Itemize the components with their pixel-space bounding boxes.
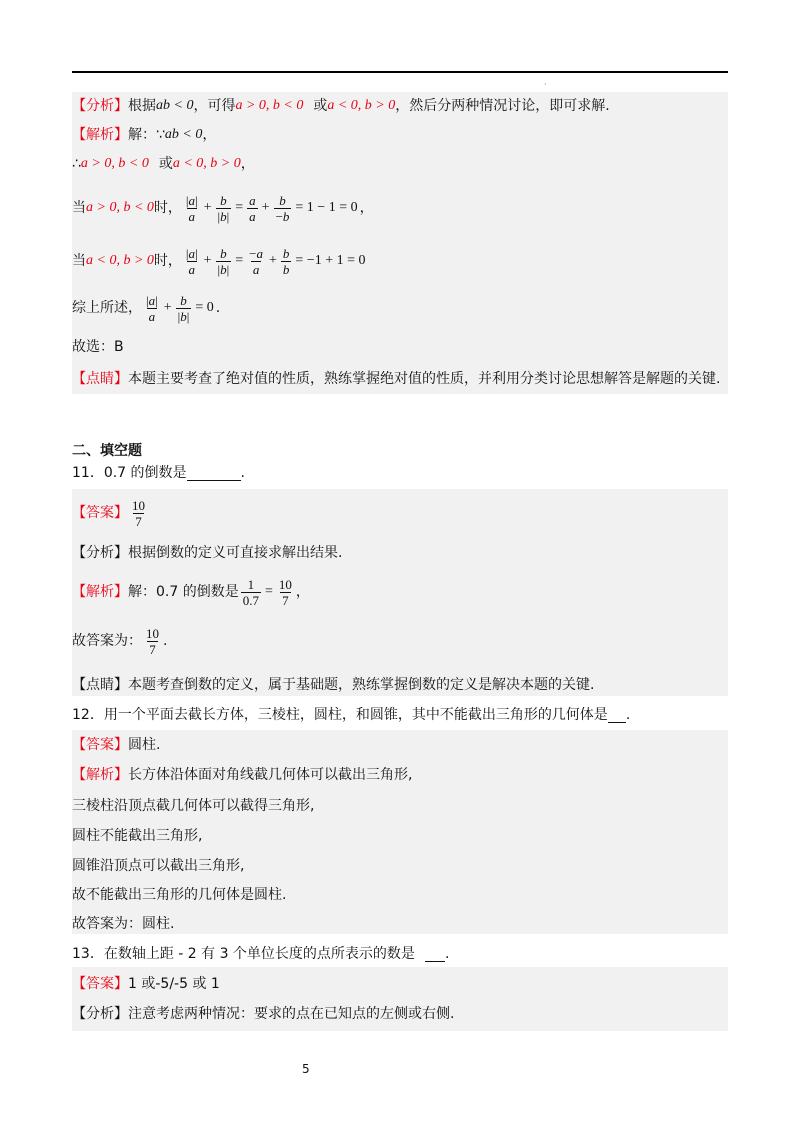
comment-tag: 【点睛】 (72, 371, 128, 387)
q10-case1-line: 当 a > 0, b < 0 时， $\frac{|a|}{a}$ + $\frac{b}{|b|}$ = $\frac{a}{a}$ + $\frac{b}{-b}$ = 1 − 1 = 0 ， (72, 192, 374, 224)
answer-blank (187, 466, 241, 481)
fraction: $\frac{|a|}{a}$ (185, 192, 198, 224)
q13-analysis-line: 【分析】 注意考虑两种情况：要求的点在已知点的左侧或右侧. (72, 1006, 455, 1022)
q10-solution-line: 【解析】 解： ∵ ab < 0 ， (72, 127, 217, 143)
answer-fraction: $\frac{10}{7}$ (132, 497, 145, 529)
answer-blank (608, 708, 626, 723)
because-symbol: ∵ (156, 127, 165, 143)
analysis-tag: 【分析】 (72, 98, 128, 114)
q13-question: 13．在数轴上距 - 2 有 3 个单位长度的点所表示的数是 . (72, 946, 450, 962)
q11-comment-line: 【点睛】 本题考查倒数的定义，属于基础题，熟练掌握倒数的定义是解决本题的关键. (72, 677, 595, 693)
q12-answer-line: 【答案】 圆柱. (72, 737, 161, 753)
fraction: $\frac{10}{7}$ (278, 576, 292, 608)
q10-case2-line: 当 a < 0, b > 0 时， $\frac{|a|}{a}$ + $\frac{b}{|b|}$ = $\frac{-a}{a}$ + $\frac{b}{b}$ = −1 + 1 = 0 (72, 245, 366, 277)
answer-tag: 【答案】 (72, 976, 128, 992)
fraction: $\frac{a}{a}$ (249, 192, 256, 224)
q11-answer-line (72, 495, 149, 531)
fraction: $\frac{-a}{a}$ (249, 245, 263, 277)
answer-tag: 【答案】 (72, 737, 128, 753)
q10-therefore-line: ∴ a > 0, b < 0 或 a < 0, b > 0 ， (72, 156, 255, 172)
answer-blank (425, 947, 445, 962)
q12-question: 12．用一个平面去截长方体，三棱柱，圆柱，和圆锥，其中不能截出三角形的几何体是 . (72, 707, 631, 723)
header-dot: · (544, 80, 547, 89)
analysis-tag: 【分析】 (72, 545, 128, 561)
therefore-symbol: ∴ (72, 156, 81, 172)
header-rule (72, 71, 728, 73)
fraction: $\frac{b}{b}$ (282, 245, 290, 277)
q12-solution-line: 圆柱不能截出三角形, (72, 828, 203, 844)
analysis-tag: 【分析】 (72, 1006, 128, 1022)
fraction: $\frac{10}{7}$ (146, 625, 159, 657)
fraction: $\frac{b}{|b|}$ (217, 245, 230, 277)
section-title: 二、填空题 (72, 443, 142, 459)
q10-choice-line: 故选：B (72, 339, 124, 355)
solution-tag: 【解析】 (72, 127, 128, 143)
q12-solution-line: 圆锥沿顶点可以截出三角形, (72, 858, 245, 874)
q10-analysis-line: 【分析】 根据 ab < 0 ，可得 a > 0, b < 0 或 a < 0, b > 0 ，然后分两种情况讨论，即可求解. (72, 98, 610, 114)
fraction: $\frac{b}{|b|}$ (177, 292, 190, 324)
fraction: $\frac{1}{0.7}$ (242, 576, 259, 608)
solution-tag: 【解析】 (72, 584, 128, 600)
q13-answer-line: 【答案】 1 或-5/-5 或 1 (72, 976, 220, 992)
answer-tag: 【答案】 (72, 505, 128, 521)
q12-solution-line: 【解析】 长方体沿体面对角线截几何体可以截出三角形, (72, 767, 413, 783)
comment-tag: 【点睛】 (72, 677, 128, 693)
q11-final-line: 故答案为： $\frac{10}{7}$ . (72, 625, 168, 657)
q12-solution-line: 故不能截出三角形的几何体是圆柱. (72, 887, 287, 903)
fraction: $\frac{b}{|b|}$ (217, 192, 230, 224)
page-number: 5 (302, 1062, 310, 1076)
solution-tag: 【解析】 (72, 767, 128, 783)
q12-solution-line: 三棱柱沿顶点截几何体可以截得三角形, (72, 798, 315, 814)
q11-solution-line: 【解析】 解：0.7 的倒数是 $\frac{1}{0.7}$ = $\frac{10}{7}$ ， (72, 576, 310, 608)
q10-comment-line: 【点睛】 本题主要考查了绝对值的性质，熟练掌握绝对值的性质，并利用分类讨论思想解答是解题的关键. (72, 371, 721, 387)
fraction: $\frac{b}{-b}$ (275, 192, 290, 224)
q10-summary-line: 综上所述， $\frac{|a|}{a}$ + $\frac{b}{|b|}$ = 0 . (72, 292, 221, 324)
fraction: $\frac{|a|}{a}$ (146, 292, 158, 324)
fraction: $\frac{|a|}{a}$ (185, 245, 198, 277)
q11-question: 11．0.7 的倒数是 . (72, 465, 245, 481)
q11-analysis-line: 【分析】 根据倒数的定义可直接求解出结果. (72, 545, 343, 561)
q12-final-line: 故答案为：圆柱. (72, 916, 175, 932)
